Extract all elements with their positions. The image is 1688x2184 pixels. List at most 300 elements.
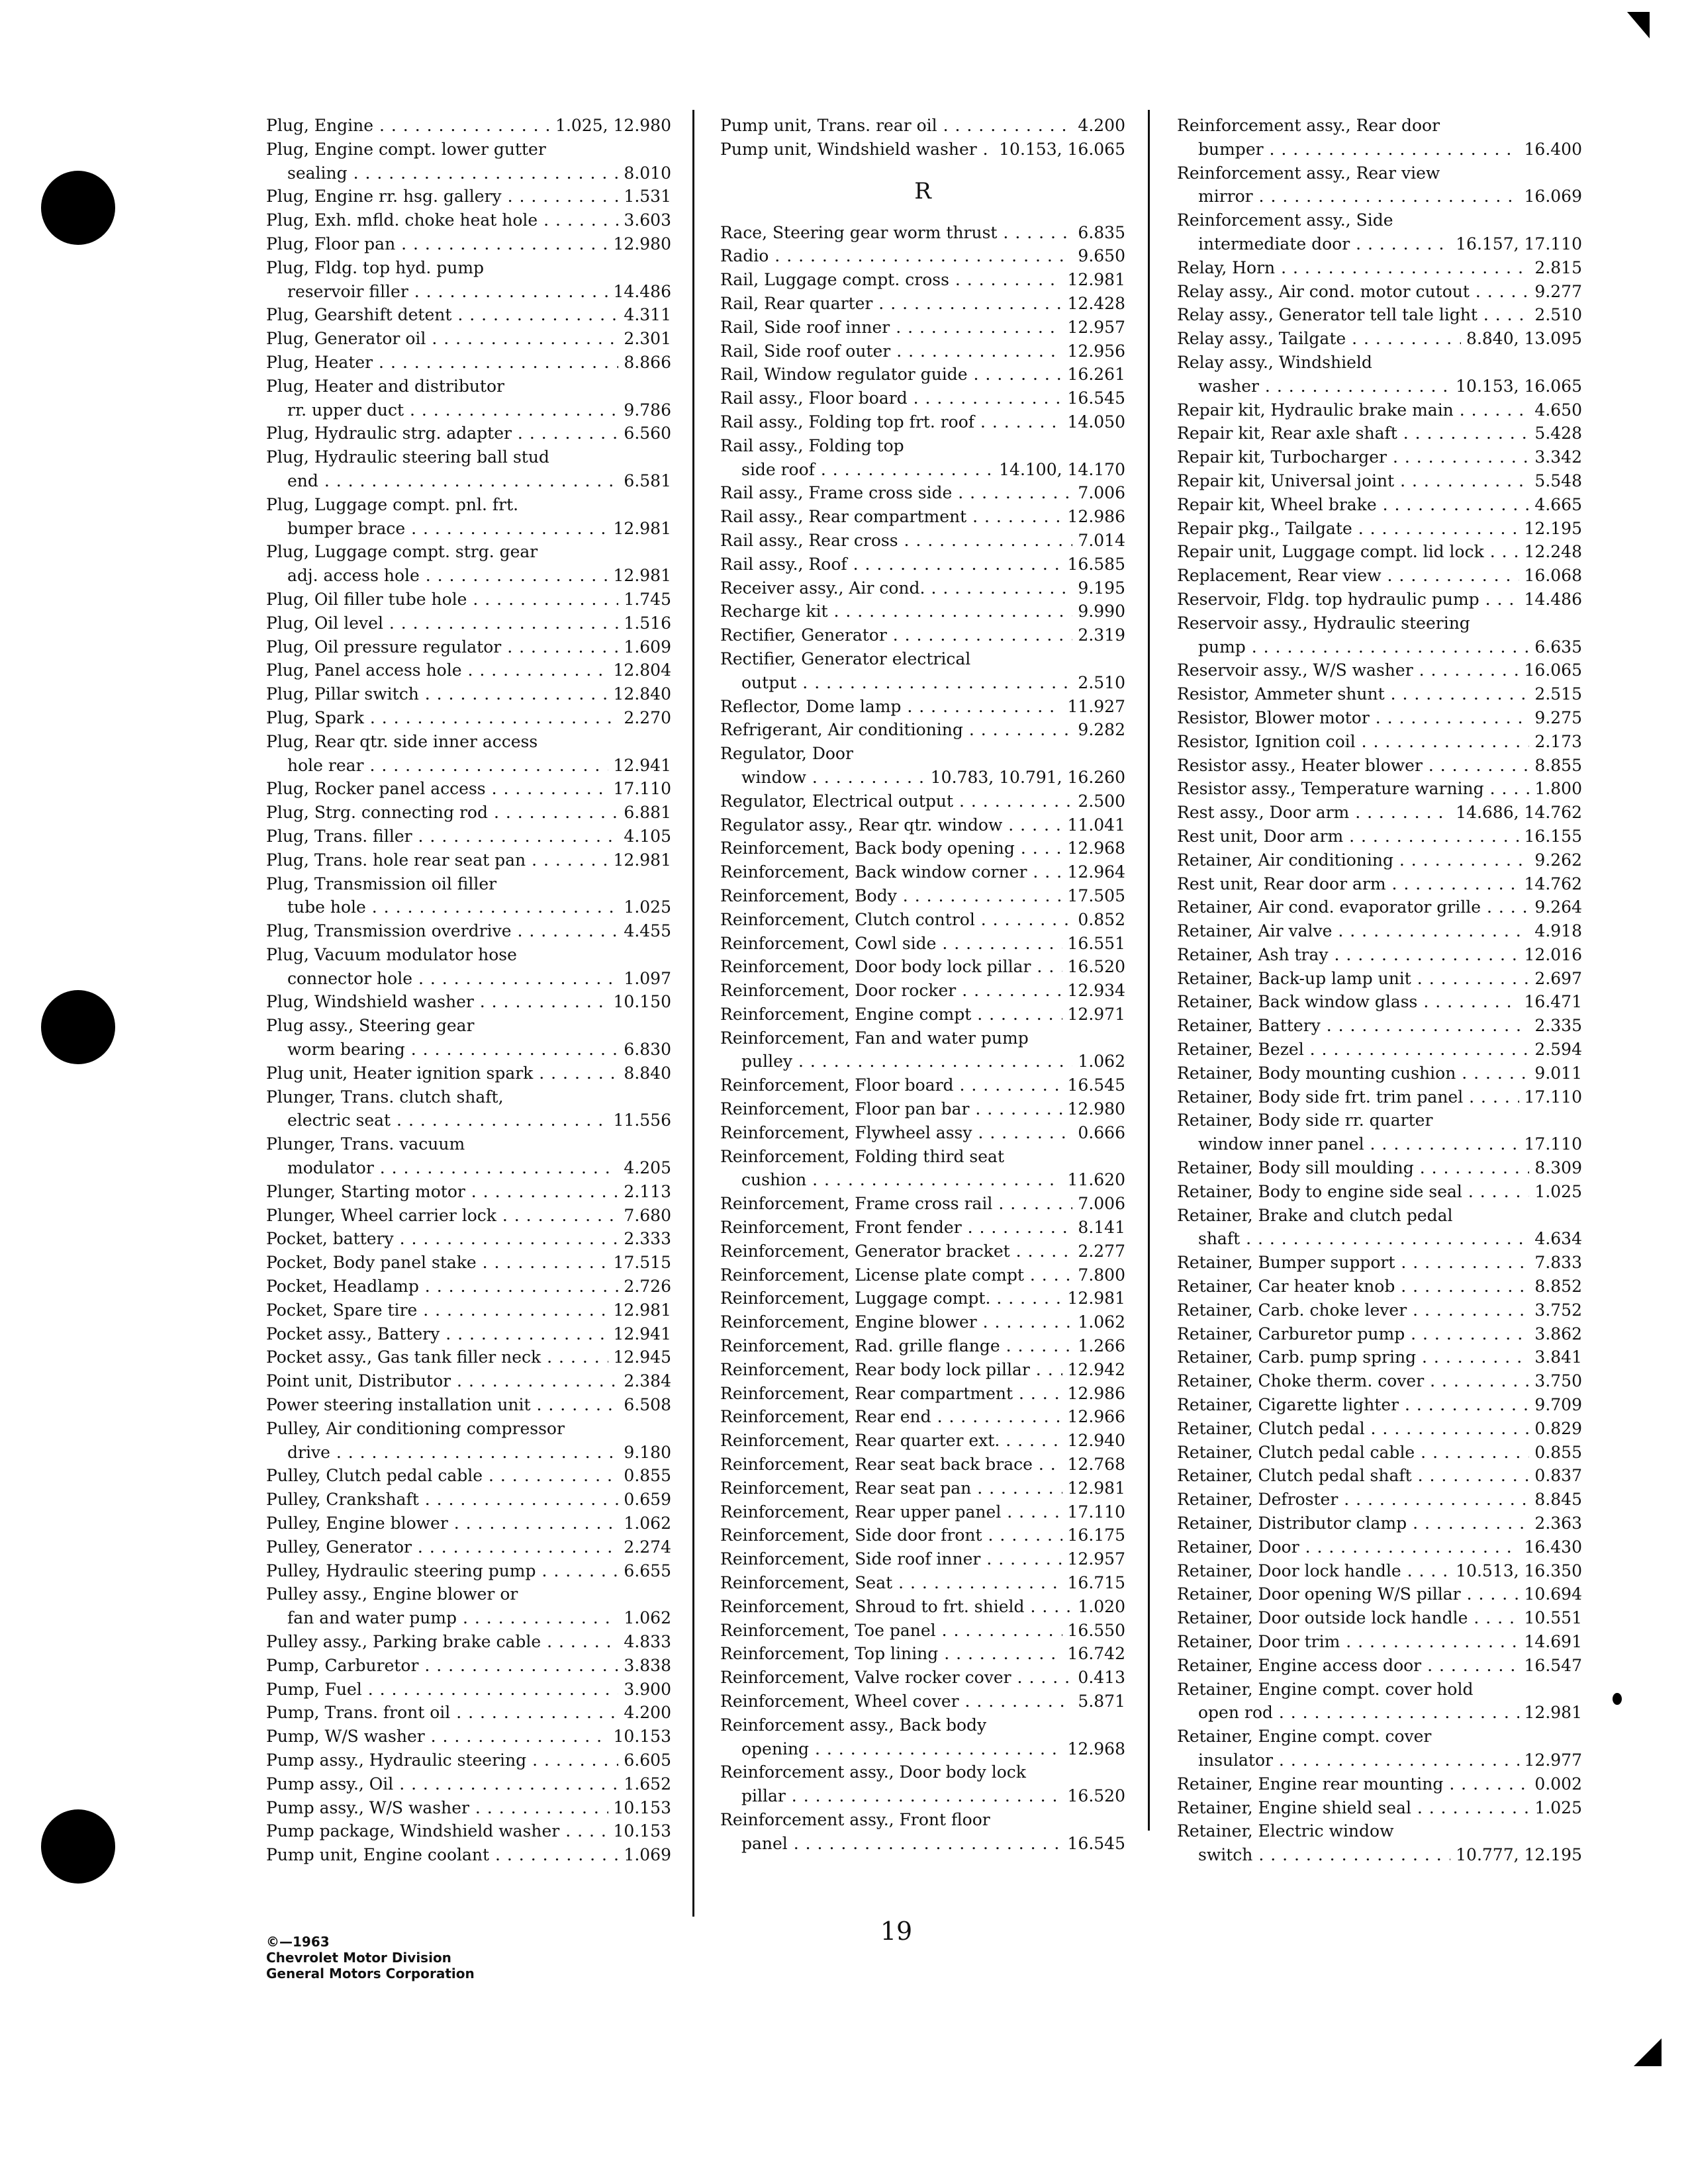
- entry-term: Retainer, Engine compt. cover hold: [1177, 1679, 1474, 1699]
- entry-page-ref: 10.150: [608, 990, 671, 1014]
- entry-term: Reinforcement, Engine blower . . .: [720, 1310, 1125, 1334]
- entry-term: Retainer, Clutch pedal cable . . .: [1177, 1441, 1582, 1465]
- entry-term: Pump unit, Windshield washer . . .: [720, 138, 1125, 161]
- entry-page-ref: 7.014: [1072, 529, 1125, 553]
- entry-page-ref: 16.155: [1519, 825, 1582, 848]
- index-entry: [720, 1760, 1125, 1784]
- index-entry: [1177, 1512, 1582, 1535]
- entry-page-ref: 0.413: [1072, 1666, 1125, 1690]
- entry-term: Repair kit, Hydraulic brake main . . .: [1177, 398, 1582, 422]
- footer-credits: [266, 1934, 475, 1981]
- entry-term: Pulley assy., Engine blower or: [266, 1584, 518, 1604]
- entry-term: pillar . . .: [741, 1784, 1125, 1808]
- index-entry: [720, 1808, 1125, 1832]
- entry-page-ref: 1.531: [618, 185, 671, 208]
- entry-term: Plunger, Trans. vacuum: [266, 1134, 465, 1154]
- entry-term: Plug, Spark . . .: [266, 706, 671, 730]
- entry-term: Retainer, Air cond. evaporator grille . . .: [1177, 895, 1582, 919]
- entry-page-ref: 6.635: [1529, 635, 1582, 659]
- entry-term: Rail assy., Folding top frt. roof . . .: [720, 410, 1125, 434]
- entry-page-ref: 12.980: [1062, 1097, 1125, 1121]
- index-entry: [1177, 375, 1582, 398]
- entry-page-ref: 10.153, 16.065: [1450, 375, 1582, 398]
- index-entry: [720, 884, 1125, 908]
- index-entry: [1177, 967, 1582, 991]
- entry-term: Retainer, Brake and clutch pedal: [1177, 1205, 1453, 1225]
- index-entry: [266, 540, 671, 564]
- entry-page-ref: 4.200: [618, 1701, 671, 1725]
- index-entry: [720, 790, 1125, 813]
- index-column-2: [720, 114, 1125, 1856]
- index-entry: [720, 623, 1125, 647]
- entry-term: Regulator, Electrical output . . .: [720, 790, 1125, 813]
- index-entry: [1177, 1654, 1582, 1678]
- index-entry: [1177, 327, 1582, 351]
- index-entry: [1177, 1085, 1582, 1109]
- index-entry: [266, 1725, 671, 1749]
- entry-term: Reinforcement, Rad. grille flange . . .: [720, 1334, 1125, 1358]
- entry-term: Pump assy., Oil . . .: [266, 1772, 671, 1796]
- footer-division: Chevrolet Motor Division: [266, 1950, 451, 1966]
- index-entry: [720, 292, 1125, 316]
- entry-term: Plug, Oil pressure regulator . . .: [266, 635, 671, 659]
- footer-copyright: ©—1963: [266, 1934, 330, 1950]
- entry-term: Relay assy., Generator tell tale light . . .: [1177, 303, 1582, 327]
- entry-term: Rectifier, Generator . . .: [720, 623, 1125, 647]
- index-entry: [266, 1417, 671, 1441]
- entry-page-ref: 16.550: [1062, 1619, 1125, 1643]
- entry-term: Reinforcement, Door body lock pillar . . .: [720, 955, 1125, 979]
- column-divider-2: [1148, 110, 1150, 1831]
- entry-page-ref: 5.548: [1529, 469, 1582, 493]
- index-entry: [266, 1062, 671, 1085]
- entry-term: Pocket assy., Gas tank filler neck . . .: [266, 1345, 671, 1369]
- index-entry: [720, 1121, 1125, 1145]
- entry-term: Plug, Luggage compt. pnl. frt.: [266, 494, 519, 514]
- index-entry: [266, 1582, 671, 1606]
- entry-term: Plug, Windshield washer . . .: [266, 990, 671, 1014]
- entry-term: Pulley, Engine blower . . .: [266, 1512, 671, 1535]
- entry-page-ref: 2.277: [1072, 1240, 1125, 1263]
- entry-term: Plug, Strg. connecting rod . . .: [266, 801, 671, 825]
- entry-page-ref: 2.815: [1529, 256, 1582, 280]
- entry-term: Reinforcement, Rear quarter ext. . . .: [720, 1429, 1125, 1453]
- index-entry: [266, 1014, 671, 1038]
- index-entry: [1177, 1369, 1582, 1393]
- index-entry: [266, 1227, 671, 1251]
- entry-page-ref: 2.335: [1529, 1014, 1582, 1038]
- entry-page-ref: 16.585: [1062, 553, 1125, 576]
- entry-page-ref: 16.175: [1062, 1524, 1125, 1547]
- entry-term: adj. access hole . . .: [287, 564, 671, 588]
- entry-page-ref: 0.837: [1529, 1464, 1582, 1488]
- index-entry: [266, 1038, 671, 1062]
- index-entry: [720, 695, 1125, 719]
- entry-page-ref: 12.804: [608, 659, 671, 682]
- entry-page-ref: 8.866: [618, 351, 671, 375]
- index-entry: [1177, 303, 1582, 327]
- entry-term: electric seat . . .: [287, 1109, 671, 1132]
- entry-page-ref: 12.940: [1062, 1429, 1125, 1453]
- entry-term: bumper . . .: [1198, 138, 1582, 161]
- index-entry: [720, 1500, 1125, 1524]
- entry-term: Reinforcement, Floor board . . .: [720, 1073, 1125, 1097]
- index-entry: [266, 612, 671, 635]
- index-entry: [1177, 351, 1582, 375]
- entry-term: Retainer, Bezel . . .: [1177, 1038, 1582, 1062]
- entry-page-ref: 8.845: [1529, 1488, 1582, 1512]
- index-entry: [266, 1085, 671, 1109]
- entry-page-ref: 1.025, 12.980: [550, 114, 671, 138]
- entry-page-ref: 2.173: [1529, 730, 1582, 754]
- entry-page-ref: 7.006: [1072, 481, 1125, 505]
- index-entry: [720, 316, 1125, 340]
- entry-term: intermediate door . . .: [1198, 232, 1582, 256]
- index-entry: [720, 1405, 1125, 1429]
- index-entry: [720, 1334, 1125, 1358]
- index-entry: [266, 256, 671, 280]
- entry-page-ref: 0.829: [1529, 1417, 1582, 1441]
- index-entry: [266, 895, 671, 919]
- entry-page-ref: 11.556: [608, 1109, 671, 1132]
- index-entry: [1177, 1227, 1582, 1251]
- entry-term: Retainer, Clutch pedal shaft . . .: [1177, 1464, 1582, 1488]
- entry-term: Point unit, Distributor . . .: [266, 1369, 671, 1393]
- entry-term: Retainer, Carb. pump spring . . .: [1177, 1345, 1582, 1369]
- index-entry: [720, 813, 1125, 837]
- entry-page-ref: 1.609: [618, 635, 671, 659]
- index-entry: [1177, 1275, 1582, 1298]
- entry-term: Reinforcement, Clutch control . . .: [720, 908, 1125, 932]
- index-entry: [266, 1441, 671, 1465]
- entry-term: Radio . . .: [720, 244, 1125, 268]
- index-entry: [1177, 1062, 1582, 1085]
- entry-term: Retainer, Choke therm. cover . . .: [1177, 1369, 1582, 1393]
- index-entry: [266, 517, 671, 541]
- index-entry: [720, 1429, 1125, 1453]
- entry-page-ref: 12.428: [1062, 292, 1125, 316]
- entry-term: Race, Steering gear worm thrust . . .: [720, 221, 1125, 245]
- index-entry: [266, 777, 671, 801]
- entry-term: Plug, Engine . . .: [266, 114, 671, 138]
- entry-term: Plug, Floor pan . . .: [266, 232, 671, 256]
- entry-term: reservoir filler . . .: [287, 280, 671, 304]
- entry-term: Plug, Transmission oil filler: [266, 874, 497, 893]
- index-entry: [720, 221, 1125, 245]
- entry-page-ref: 3.841: [1529, 1345, 1582, 1369]
- index-entry: [720, 1737, 1125, 1761]
- entry-term: rr. upper duct . . .: [287, 398, 671, 422]
- entry-page-ref: 12.986: [1062, 1382, 1125, 1406]
- index-entry: [266, 1606, 671, 1630]
- entry-page-ref: 1.025: [618, 895, 671, 919]
- entry-term: insulator . . .: [1198, 1749, 1582, 1772]
- entry-page-ref: 10.153, 16.065: [994, 138, 1125, 161]
- entry-page-ref: 16.545: [1062, 1832, 1125, 1856]
- index-entry: [266, 588, 671, 612]
- entry-page-ref: 6.581: [618, 469, 671, 493]
- entry-term: Repair kit, Turbocharger . . .: [1177, 445, 1582, 469]
- entry-term: Retainer, Engine rear mounting . . .: [1177, 1772, 1582, 1796]
- entry-term: Retainer, Engine compt. cover: [1177, 1727, 1432, 1747]
- entry-term: Reservoir assy., Hydraulic steering: [1177, 613, 1470, 633]
- entry-term: Relay assy., Tailgate . . .: [1177, 327, 1582, 351]
- entry-term: Retainer, Battery . . .: [1177, 1014, 1582, 1038]
- index-entry: [720, 1145, 1125, 1169]
- entry-term: Plug, Transmission overdrive . . .: [266, 919, 671, 943]
- entry-page-ref: 12.981: [1062, 268, 1125, 292]
- index-entry: [720, 1453, 1125, 1477]
- index-entry: [1177, 1345, 1582, 1369]
- index-entry: [720, 576, 1125, 600]
- entry-page-ref: 4.833: [618, 1630, 671, 1654]
- entry-term: Rail assy., Folding top: [720, 435, 904, 455]
- entry-term: Reservoir, Fldg. top hydraulic pump . . .: [1177, 588, 1582, 612]
- entry-term: Pulley, Air conditioning compressor: [266, 1418, 565, 1438]
- index-entry: [266, 1819, 671, 1843]
- entry-term: window inner panel . . .: [1198, 1132, 1582, 1156]
- entry-term: Reinforcement, License plate compt . . .: [720, 1263, 1125, 1287]
- entry-page-ref: 1.069: [618, 1843, 671, 1867]
- index-entry: [266, 1204, 671, 1228]
- index-entry: [266, 1180, 671, 1204]
- entry-page-ref: 17.515: [608, 1251, 671, 1275]
- entry-page-ref: 10.694: [1519, 1582, 1582, 1606]
- index-entry: [266, 1464, 671, 1488]
- entry-term: Pump, W/S washer . . .: [266, 1725, 671, 1749]
- entry-page-ref: 0.855: [618, 1464, 671, 1488]
- index-entry: [266, 1298, 671, 1322]
- entry-page-ref: 12.945: [608, 1345, 671, 1369]
- index-entry: [720, 553, 1125, 576]
- entry-page-ref: 16.545: [1062, 387, 1125, 410]
- index-entry: [1177, 469, 1582, 493]
- index-entry: [266, 1251, 671, 1275]
- index-entry: [720, 1713, 1125, 1737]
- entry-page-ref: 11.620: [1062, 1168, 1125, 1192]
- index-entry: [1177, 138, 1582, 161]
- entry-term: Pocket, Headlamp . . .: [266, 1275, 671, 1298]
- index-entry: [1177, 1749, 1582, 1772]
- entry-term: Reinforcement, Side roof inner . . .: [720, 1547, 1125, 1571]
- index-entry: [266, 967, 671, 991]
- index-entry: [720, 860, 1125, 884]
- index-entry: [266, 493, 671, 517]
- entry-page-ref: 4.634: [1529, 1227, 1582, 1251]
- entry-page-ref: 16.551: [1062, 932, 1125, 956]
- entry-term: Plug, Gearshift detent . . .: [266, 303, 671, 327]
- index-entry: [1177, 280, 1582, 304]
- entry-page-ref: 1.516: [618, 612, 671, 635]
- entry-term: Retainer, Body to engine side seal . . .: [1177, 1180, 1582, 1204]
- entry-term: Plug, Heater and distributor: [266, 376, 504, 396]
- entry-page-ref: 3.750: [1529, 1369, 1582, 1393]
- entry-term: Reinforcement assy., Side: [1177, 210, 1393, 230]
- entry-page-ref: 10.513, 16.350: [1450, 1559, 1582, 1583]
- index-entry: [266, 1701, 671, 1725]
- entry-term: Reinforcement, Shroud to frt. shield . . .: [720, 1595, 1125, 1619]
- entry-term: side roof . . .: [741, 458, 1125, 482]
- entry-page-ref: 12.968: [1062, 837, 1125, 860]
- index-entry: [266, 1749, 671, 1772]
- entry-term: Reinforcement, Generator bracket . . .: [720, 1240, 1125, 1263]
- index-entry: [720, 1003, 1125, 1026]
- entry-term: Rest assy., Door arm . . .: [1177, 801, 1582, 825]
- entry-term: Retainer, Ash tray . . .: [1177, 943, 1582, 967]
- entry-page-ref: 2.113: [618, 1180, 671, 1204]
- index-entry: [720, 505, 1125, 529]
- entry-term: Reinforcement, Side door front . . .: [720, 1524, 1125, 1547]
- entry-term: Retainer, Body sill moulding . . .: [1177, 1156, 1582, 1180]
- entry-term: panel . . .: [741, 1832, 1125, 1856]
- entry-term: Retainer, Bumper support . . .: [1177, 1251, 1582, 1275]
- entry-term: Plunger, Trans. clutch shaft,: [266, 1087, 504, 1107]
- entry-page-ref: 14.686, 14.762: [1450, 801, 1582, 825]
- index-entry: [720, 1358, 1125, 1382]
- entry-term: Regulator, Door: [720, 744, 853, 764]
- index-entry: [266, 1345, 671, 1369]
- index-entry: [720, 1690, 1125, 1713]
- entry-page-ref: 8.010: [618, 161, 671, 185]
- entry-page-ref: 7.800: [1072, 1263, 1125, 1287]
- entry-term: Reinforcement, Floor pan bar . . .: [720, 1097, 1125, 1121]
- entry-term: Reinforcement, Flywheel assy . . .: [720, 1121, 1125, 1145]
- entry-term: open rod . . .: [1198, 1701, 1582, 1725]
- entry-term: Retainer, Body side frt. trim panel . . .: [1177, 1085, 1582, 1109]
- entry-term: Pump, Trans. front oil . . .: [266, 1701, 671, 1725]
- index-entry: [266, 1393, 671, 1417]
- entry-term: tube hole . . .: [287, 895, 671, 919]
- entry-term: pump . . .: [1198, 635, 1582, 659]
- index-entry: [720, 1595, 1125, 1619]
- index-entry: [720, 1524, 1125, 1547]
- index-entry: [1177, 659, 1582, 682]
- entry-term: Rail, Side roof inner . . .: [720, 316, 1125, 340]
- entry-page-ref: 12.768: [1062, 1453, 1125, 1477]
- index-entry: [720, 1477, 1125, 1500]
- entry-page-ref: 1.062: [1072, 1050, 1125, 1073]
- entry-term: Reinforcement assy., Rear view: [1177, 163, 1440, 183]
- entry-page-ref: 12.971: [1062, 1003, 1125, 1026]
- entry-term: Pulley assy., Parking brake cable . . .: [266, 1630, 671, 1654]
- index-entry: [1177, 540, 1582, 564]
- entry-page-ref: 4.665: [1529, 493, 1582, 517]
- entry-term: Retainer, Engine shield seal . . .: [1177, 1796, 1582, 1820]
- index-entry: [720, 434, 1125, 458]
- entry-page-ref: 2.594: [1529, 1038, 1582, 1062]
- index-entry: [266, 706, 671, 730]
- entry-term: Rail, Luggage compt. cross . . .: [720, 268, 1125, 292]
- index-entry: [266, 1322, 671, 1346]
- entry-term: Pump package, Windshield washer . . .: [266, 1819, 671, 1843]
- entry-term: Retainer, Body side rr. quarter: [1177, 1111, 1433, 1130]
- entry-page-ref: 16.261: [1062, 363, 1125, 387]
- entry-term: Resistor assy., Heater blower . . .: [1177, 754, 1582, 778]
- index-entry: [266, 825, 671, 848]
- index-entry: [720, 268, 1125, 292]
- entry-page-ref: 14.050: [1062, 410, 1125, 434]
- entry-term: Plug assy., Steering gear: [266, 1016, 475, 1036]
- index-entry: [720, 1168, 1125, 1192]
- entry-term: Plug, Oil level . . .: [266, 612, 671, 635]
- entry-page-ref: 16.520: [1062, 1784, 1125, 1808]
- entry-page-ref: 4.105: [618, 825, 671, 848]
- entry-term: Plug, Trans. hole rear seat pan . . .: [266, 848, 671, 872]
- entry-page-ref: 12.981: [1062, 1477, 1125, 1500]
- entry-term: Reflector, Dome lamp . . .: [720, 695, 1125, 719]
- index-entry: [720, 671, 1125, 695]
- index-entry: [720, 908, 1125, 932]
- entry-page-ref: 8.840, 13.095: [1461, 327, 1582, 351]
- index-entry: [720, 387, 1125, 410]
- index-entry: [720, 1619, 1125, 1643]
- entry-page-ref: 10.153: [608, 1819, 671, 1843]
- entry-term: Reinforcement, Body . . .: [720, 884, 1125, 908]
- entry-page-ref: 10.551: [1519, 1606, 1582, 1630]
- index-column-3: [1177, 114, 1582, 1867]
- entry-page-ref: 12.956: [1062, 340, 1125, 363]
- entry-term: Pump assy., Hydraulic steering . . .: [266, 1749, 671, 1772]
- entry-term: Reservoir assy., W/S washer . . .: [1177, 659, 1582, 682]
- entry-term: Regulator assy., Rear qtr. window . . .: [720, 813, 1125, 837]
- entry-term: Plug, Panel access hole . . .: [266, 659, 671, 682]
- index-entry: [266, 1535, 671, 1559]
- index-entry: [1177, 1393, 1582, 1417]
- index-entry: [266, 422, 671, 445]
- entry-term: Plug, Oil filler tube hole . . .: [266, 588, 671, 612]
- entry-term: Rail assy., Roof . . .: [720, 553, 1125, 576]
- entry-page-ref: 12.981: [608, 517, 671, 541]
- entry-term: Retainer, Door lock handle . . .: [1177, 1559, 1582, 1583]
- entry-page-ref: 6.560: [618, 422, 671, 445]
- entry-page-ref: 12.957: [1062, 316, 1125, 340]
- entry-term: Plug, Rear qtr. side inner access: [266, 731, 538, 751]
- entry-term: Repair kit, Wheel brake . . .: [1177, 493, 1582, 517]
- entry-term: Reinforcement, Back body opening . . .: [720, 837, 1125, 860]
- entry-page-ref: 2.510: [1529, 303, 1582, 327]
- index-entry: [266, 1512, 671, 1535]
- entry-page-ref: 4.650: [1529, 398, 1582, 422]
- entry-page-ref: 12.941: [608, 1322, 671, 1346]
- entry-page-ref: 1.800: [1529, 777, 1582, 801]
- entry-page-ref: 8.855: [1529, 754, 1582, 778]
- index-entry: [1177, 1156, 1582, 1180]
- entry-page-ref: 12.941: [608, 754, 671, 778]
- index-entry: [1177, 185, 1582, 208]
- index-entry: [266, 114, 671, 138]
- entry-term: Resistor, Ignition coil . . .: [1177, 730, 1582, 754]
- entry-term: Rail assy., Rear compartment . . .: [720, 505, 1125, 529]
- index-entry: [720, 1784, 1125, 1808]
- index-entry: [266, 872, 671, 896]
- entry-term: hole rear . . .: [287, 754, 671, 778]
- entry-term: Retainer, Door opening W/S pillar . . .: [1177, 1582, 1582, 1606]
- index-entry: [1177, 1819, 1582, 1843]
- entry-page-ref: 4.455: [618, 919, 671, 943]
- index-entry: [720, 766, 1125, 790]
- entry-term: Reinforcement, Rear seat back brace . . .: [720, 1453, 1125, 1477]
- entry-page-ref: 10.783, 10.791, 16.260: [925, 766, 1125, 790]
- entry-term: Retainer, Engine access door . . .: [1177, 1654, 1582, 1678]
- entry-term: pulley . . .: [741, 1050, 1125, 1073]
- entry-term: Plug, Rocker panel access . . .: [266, 777, 671, 801]
- entry-page-ref: 16.547: [1519, 1654, 1582, 1678]
- index-entry: [1177, 1630, 1582, 1654]
- index-entry: [720, 1666, 1125, 1690]
- entry-term: worm bearing . . .: [287, 1038, 671, 1062]
- entry-page-ref: 16.157, 17.110: [1450, 232, 1582, 256]
- index-entry: [266, 1630, 671, 1654]
